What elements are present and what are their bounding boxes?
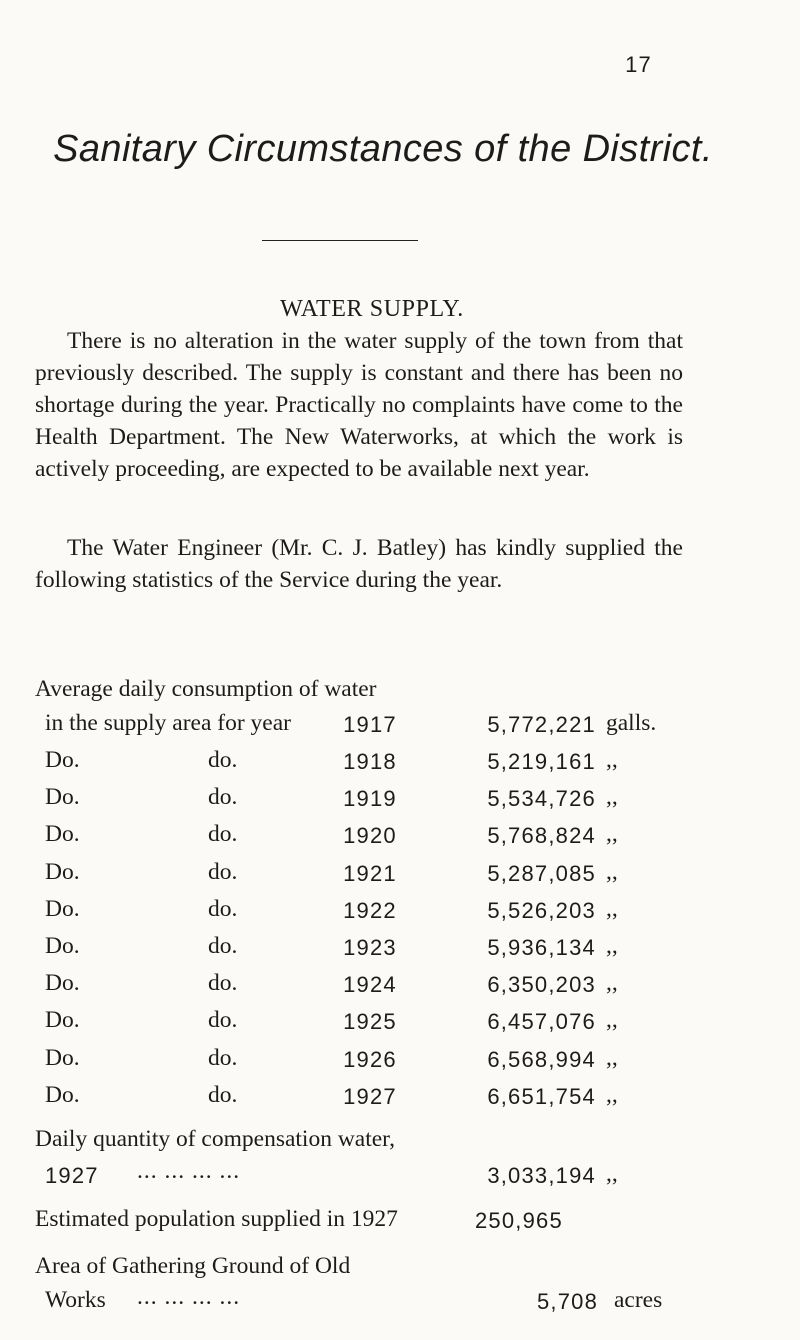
row-label: Do. bbox=[45, 859, 80, 885]
value-cell: 5,287,085 bbox=[487, 861, 596, 886]
row-ditto: do. bbox=[208, 896, 238, 922]
unit-cell: ,, bbox=[606, 933, 618, 959]
section-heading: WATER SUPPLY. bbox=[280, 295, 464, 322]
compensation-year: 1927 bbox=[45, 1163, 99, 1188]
unit-cell: ,, bbox=[606, 1045, 618, 1071]
gathering-leaders: ... ... ... ... bbox=[137, 1284, 241, 1310]
row-label: Do. bbox=[45, 896, 80, 922]
year-cell: 1927 bbox=[343, 1084, 397, 1109]
row-label: Do. bbox=[45, 821, 80, 847]
unit-cell: ,, bbox=[606, 970, 618, 996]
row-ditto: do. bbox=[208, 933, 238, 959]
row-label: Do. bbox=[45, 970, 80, 996]
year-cell: 1922 bbox=[343, 898, 397, 923]
population-value: 250,965 bbox=[475, 1208, 563, 1233]
value-cell: 5,936,134 bbox=[487, 935, 596, 960]
paragraph-water-supply: There is no alteration in the water supply of the town from that previously described. The supply is constant and there has been no shortage during the year. Practically no complaints have come to the Health Department. The New Waterworks, at which the work is actively proceeding, are expected to be available next year. bbox=[35, 328, 683, 482]
row-ditto: do. bbox=[208, 1082, 238, 1108]
unit-cell: ,, bbox=[606, 821, 618, 847]
paragraph-statistics-intro: The Water Engineer (Mr. C. J. Batley) has kindly supplied the following statistics of the Service during the year. bbox=[35, 535, 683, 593]
year-cell: 1919 bbox=[343, 786, 397, 811]
row-label: Do. bbox=[45, 1045, 80, 1071]
value-cell: 5,768,824 bbox=[487, 823, 596, 848]
row-ditto: do. bbox=[208, 747, 238, 773]
row-label: Do. bbox=[45, 933, 80, 959]
value-cell: 6,350,203 bbox=[487, 972, 596, 997]
compensation-value: 3,033,194 bbox=[487, 1163, 596, 1188]
value-cell: 6,651,754 bbox=[487, 1084, 596, 1109]
page-title: Sanitary Circumstances of the District. bbox=[53, 128, 713, 170]
year-cell: 1924 bbox=[343, 972, 397, 997]
year-cell: 1926 bbox=[343, 1047, 397, 1072]
value-cell: 6,568,994 bbox=[487, 1047, 596, 1072]
unit-cell: ,, bbox=[606, 747, 618, 773]
gathering-label-cont: Works bbox=[45, 1287, 106, 1313]
value-cell: 5,526,203 bbox=[487, 898, 596, 923]
gathering-unit: acres bbox=[614, 1287, 663, 1313]
value-cell: 6,457,076 bbox=[487, 1009, 596, 1034]
gathering-value: 5,708 bbox=[537, 1289, 599, 1314]
consumption-heading: Average daily consumption of water bbox=[35, 676, 377, 702]
row-label: Do. bbox=[45, 1082, 80, 1108]
row-label: Do. bbox=[45, 1007, 80, 1033]
compensation-leaders: ... ... ... ... bbox=[137, 1158, 241, 1184]
row-ditto: do. bbox=[208, 859, 238, 885]
consumption-subheading: in the supply area for year bbox=[45, 710, 291, 736]
year-cell: 1917 bbox=[343, 712, 397, 737]
row-ditto: do. bbox=[208, 970, 238, 996]
value-cell: 5,219,161 bbox=[487, 749, 596, 774]
year-cell: 1921 bbox=[343, 861, 397, 886]
row-ditto: do. bbox=[208, 1045, 238, 1071]
row-label: Do. bbox=[45, 747, 80, 773]
compensation-label: Daily quantity of compensation water, bbox=[35, 1126, 395, 1152]
unit-cell: ,, bbox=[606, 784, 618, 810]
unit-cell: ,, bbox=[606, 859, 618, 885]
year-cell: 1923 bbox=[343, 935, 397, 960]
unit-cell: ,, bbox=[606, 1082, 618, 1108]
compensation-unit: ,, bbox=[606, 1161, 618, 1187]
year-cell: 1925 bbox=[343, 1009, 397, 1034]
gathering-label: Area of Gathering Ground of Old bbox=[35, 1253, 351, 1279]
row-ditto: do. bbox=[208, 784, 238, 810]
year-cell: 1918 bbox=[343, 749, 397, 774]
row-label: Do. bbox=[45, 784, 80, 810]
page-number: 17 bbox=[625, 52, 652, 77]
value-cell: 5,534,726 bbox=[487, 786, 596, 811]
year-cell: 1920 bbox=[343, 823, 397, 848]
unit-cell: ,, bbox=[606, 896, 618, 922]
population-label: Estimated population supplied in 1927 bbox=[35, 1206, 398, 1232]
value-cell: 5,772,221 bbox=[487, 712, 596, 737]
row-ditto: do. bbox=[208, 821, 238, 847]
row-ditto: do. bbox=[208, 1007, 238, 1033]
unit-cell: ,, bbox=[606, 1007, 618, 1033]
unit-cell: galls. bbox=[606, 710, 657, 736]
